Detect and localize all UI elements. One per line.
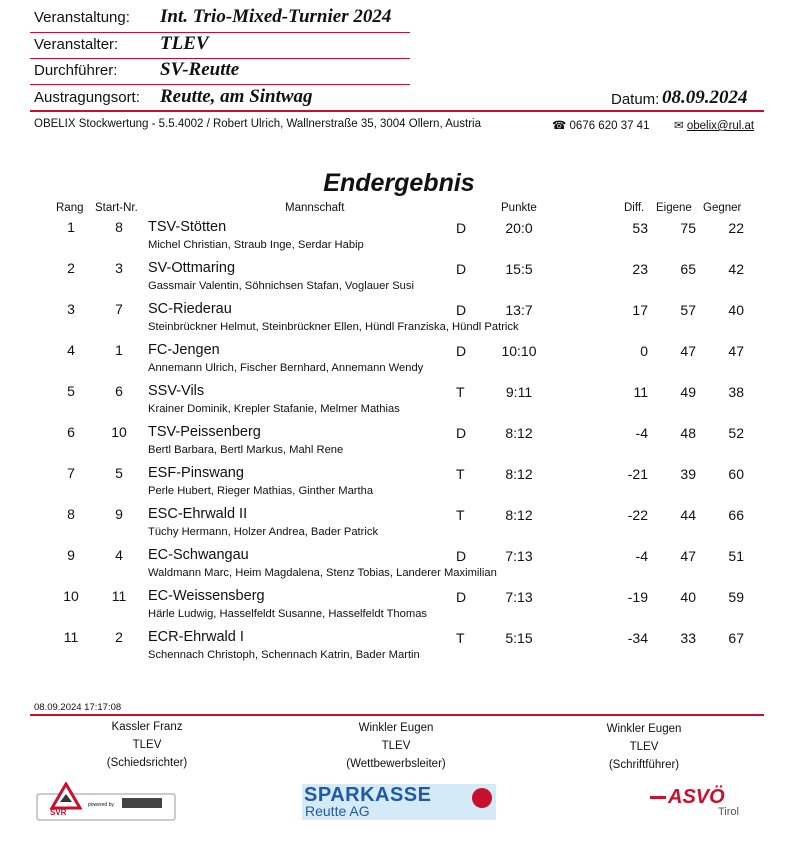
- event-label: Veranstaltung:: [34, 9, 130, 26]
- mail-icon: ✉: [674, 120, 684, 132]
- category: D: [456, 261, 467, 277]
- rang: 6: [67, 424, 75, 440]
- own-score: 75: [680, 220, 696, 236]
- opponent-score: 40: [728, 302, 744, 318]
- points: 20:0: [505, 220, 533, 236]
- points: 8:12: [505, 425, 533, 441]
- category: D: [456, 589, 467, 605]
- start-number: 8: [115, 219, 123, 235]
- start-number: 1: [115, 342, 123, 358]
- players: Härle Ludwig, Hasselfeldt Susanne, Hasselfeldt Thomas: [148, 608, 428, 620]
- footer-divider: [30, 714, 764, 716]
- result-row: [0, 219, 800, 260]
- category: T: [456, 507, 465, 523]
- opponent-score: 59: [728, 589, 744, 605]
- team-name: ESF-Pinswang: [148, 465, 244, 481]
- organizer-value: TLEV: [160, 33, 209, 54]
- rang: 10: [63, 588, 79, 604]
- rang: 2: [67, 260, 75, 276]
- host-value: SV-Reutte: [160, 59, 240, 80]
- phone-info: [552, 118, 649, 132]
- difference: -4: [635, 548, 648, 564]
- category: T: [456, 466, 465, 482]
- svr-powered-by: powered by: [88, 802, 114, 808]
- opponent-score: 22: [728, 220, 744, 236]
- rang: 8: [67, 506, 75, 522]
- start-number: 2: [115, 629, 123, 645]
- own-score: 57: [680, 302, 696, 318]
- rang: 11: [63, 629, 79, 645]
- signature-name: Winkler Eugen: [606, 723, 682, 735]
- difference: -21: [627, 466, 648, 482]
- header-underline-3: [30, 84, 410, 85]
- col-opp: Gegner: [703, 202, 742, 214]
- opponent-score: 42: [728, 261, 744, 277]
- result-row: [0, 506, 800, 547]
- difference: 0: [640, 343, 648, 359]
- difference: -4: [635, 425, 648, 441]
- col-team: Mannschaft: [285, 202, 345, 214]
- sparkasse-name: SPARKASSE: [304, 784, 432, 806]
- rang: 3: [67, 301, 75, 317]
- col-diff: Diff.: [624, 202, 645, 214]
- difference: 53: [632, 220, 648, 236]
- own-score: 65: [680, 261, 696, 277]
- start-number: 3: [115, 260, 123, 276]
- venue-value: Reutte, am Sintwag: [160, 86, 313, 107]
- team-name: ESC-Ehrwald II: [148, 506, 248, 522]
- phone-number: 0676 620 37 41: [569, 120, 650, 132]
- own-score: 48: [680, 425, 696, 441]
- difference: -22: [627, 507, 648, 523]
- opponent-score: 52: [728, 425, 744, 441]
- players: Michel Christian, Straub Inge, Serdar Habip: [148, 239, 364, 251]
- print-timestamp: 08.09.2024 17:17:08: [34, 702, 122, 713]
- rang: 4: [67, 342, 75, 358]
- rang: 7: [67, 465, 75, 481]
- signature-org: TLEV: [381, 740, 411, 752]
- result-row: [0, 301, 800, 342]
- rang: 9: [67, 547, 75, 563]
- start-number: 11: [111, 588, 127, 604]
- players: Annemann Ulrich, Fischer Bernhard, Annemann Wendy: [148, 362, 424, 374]
- team-name: FC-Jengen: [148, 342, 220, 358]
- points: 7:13: [505, 589, 533, 605]
- signature-name: Kassler Franz: [111, 721, 183, 733]
- svr-text: SVR: [50, 808, 67, 817]
- opponent-score: 67: [728, 630, 744, 646]
- category: D: [456, 548, 467, 564]
- category: D: [456, 220, 467, 236]
- points: 10:10: [501, 343, 537, 359]
- players: Krainer Dominik, Krepler Stafanie, Melmer Mathias: [148, 403, 400, 415]
- signature-recorder: [544, 720, 744, 774]
- result-row: [0, 547, 800, 588]
- category: D: [456, 343, 467, 359]
- own-score: 40: [680, 589, 696, 605]
- date-label: Datum:: [611, 91, 660, 108]
- start-number: 9: [115, 506, 123, 522]
- svr-logo: [36, 782, 176, 822]
- difference: -34: [627, 630, 648, 646]
- category: T: [456, 630, 465, 646]
- asvo-swoosh-icon: [650, 796, 666, 799]
- sparkasse-subtitle: Reutte AG: [305, 803, 370, 819]
- own-score: 47: [680, 548, 696, 564]
- asvo-logo: [648, 786, 760, 820]
- opponent-score: 47: [728, 343, 744, 359]
- points: 7:13: [505, 548, 533, 564]
- team-name: SSV-Vils: [148, 383, 205, 399]
- points: 15:5: [505, 261, 533, 277]
- players: Steinbrückner Helmut, Steinbrückner Ellen, Hündl Franziska, Hündl Patrick: [148, 321, 519, 333]
- opponent-score: 60: [728, 466, 744, 482]
- email-info: [674, 118, 754, 132]
- result-row: [0, 465, 800, 506]
- header-underline-2: [30, 58, 410, 59]
- team-name: EC-Weissensberg: [148, 588, 265, 604]
- email-link[interactable]: obelix@rul.at: [686, 120, 755, 132]
- signature-role: (Wettbewerbsleiter): [346, 758, 446, 770]
- start-number: 4: [115, 547, 123, 563]
- team-name: TSV-Peissenberg: [148, 424, 261, 440]
- players: Bertl Barbara, Bertl Markus, Mahl Rene: [148, 444, 344, 456]
- team-name: EC-Schwangau: [148, 547, 249, 563]
- opponent-score: 51: [728, 548, 744, 564]
- points: 9:11: [505, 384, 533, 400]
- points: 8:12: [505, 466, 533, 482]
- own-score: 49: [680, 384, 696, 400]
- signature-referee: [47, 718, 247, 772]
- category: D: [456, 425, 467, 441]
- opponent-score: 38: [728, 384, 744, 400]
- own-score: 33: [680, 630, 696, 646]
- team-name: SC-Riederau: [148, 301, 232, 317]
- phone-icon: ☎: [552, 120, 567, 132]
- players: Waldmann Marc, Heim Magdalena, Stenz Tobias, Landerer Maximilian: [148, 567, 497, 579]
- points: 5:15: [505, 630, 533, 646]
- result-row: [0, 342, 800, 383]
- col-rang: Rang: [56, 202, 84, 214]
- host-label: Durchführer:: [34, 62, 118, 79]
- venue-label: Austragungsort:: [34, 89, 140, 106]
- own-score: 39: [680, 466, 696, 482]
- organizer-label: Veranstalter:: [34, 36, 119, 53]
- team-name: ECR-Ehrwald I: [148, 629, 244, 645]
- signature-name: Winkler Eugen: [358, 722, 434, 734]
- start-number: 10: [111, 424, 127, 440]
- col-own: Eigene: [656, 202, 692, 214]
- category: T: [456, 384, 465, 400]
- page-title: Endergebnis: [323, 169, 475, 197]
- points: 8:12: [505, 507, 533, 523]
- signature-org: TLEV: [132, 739, 162, 751]
- col-start: Start-Nr.: [95, 202, 138, 214]
- asvo-region: Tirol: [718, 806, 739, 818]
- start-number: 6: [115, 383, 123, 399]
- result-row: [0, 260, 800, 301]
- opponent-score: 66: [728, 507, 744, 523]
- signature-org: TLEV: [629, 741, 659, 753]
- difference: 23: [632, 261, 648, 277]
- header-underline-1: [30, 32, 410, 33]
- signature-competition-leader: [296, 719, 496, 773]
- points: 13:7: [505, 302, 533, 318]
- sparkasse-s-icon: [472, 788, 492, 808]
- players: Perle Hubert, Rieger Mathias, Ginther Martha: [148, 485, 374, 497]
- result-row: [0, 383, 800, 424]
- difference: 17: [632, 302, 648, 318]
- start-number: 7: [115, 301, 123, 317]
- header-divider: [30, 110, 764, 112]
- team-name: SV-Ottmaring: [148, 260, 236, 276]
- own-score: 44: [680, 507, 696, 523]
- result-row: [0, 629, 800, 670]
- start-number: 5: [115, 465, 123, 481]
- players: Tüchy Hermann, Holzer Andrea, Bader Patrick: [148, 526, 379, 538]
- rang: 1: [67, 219, 75, 235]
- date-value: 08.09.2024: [662, 87, 748, 108]
- rang: 5: [67, 383, 75, 399]
- sparkasse-logo: [302, 784, 496, 820]
- asvo-name: ASVÖ: [668, 786, 725, 808]
- signature-role: (Schiedsrichter): [106, 757, 188, 769]
- col-points: Punkte: [501, 202, 537, 214]
- players: Gassmair Valentin, Söhnichsen Stafan, Voglauer Susi: [148, 280, 414, 292]
- event-value: Int. Trio-Mixed-Turnier 2024: [160, 6, 392, 27]
- result-row: [0, 424, 800, 465]
- software-info: OBELIX Stockwertung - 5.5.4002 / Robert Ulrich, Wallnerstraße 35, 3004 Ollern, Austria: [34, 118, 482, 130]
- difference: -19: [627, 589, 648, 605]
- signature-role: (Schriftführer): [608, 759, 680, 771]
- team-name: TSV-Stötten: [148, 219, 227, 235]
- result-row: [0, 588, 800, 629]
- category: D: [456, 302, 467, 318]
- sponsor-badge-icon: [122, 798, 162, 808]
- difference: 11: [633, 384, 648, 400]
- players: Schennach Christoph, Schennach Katrin, Bader Martin: [148, 649, 420, 661]
- own-score: 47: [680, 343, 696, 359]
